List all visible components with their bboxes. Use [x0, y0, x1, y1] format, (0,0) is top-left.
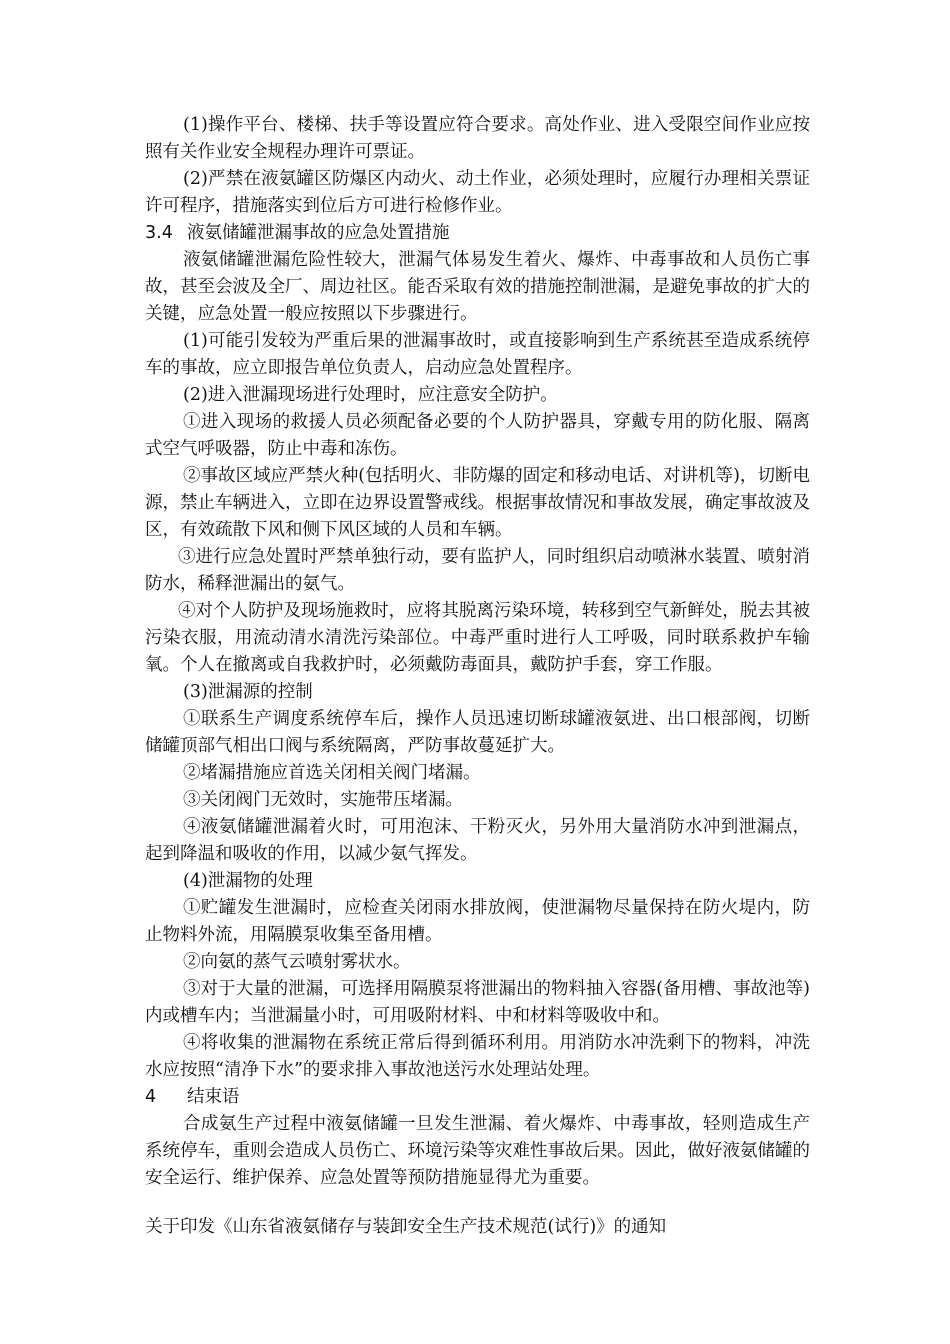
paragraph: (1)操作平台、楼梯、扶手等设置应符合要求。高处作业、进入受限空间作业应按照有关作业安全规程办理许可票证。 [145, 115, 810, 162]
paragraph: (1)可能引发较为严重后果的泄漏事故时，或直接影响到生产系统甚至造成系统停车的事故，应立即报告单位负责人，启动应急处置程序。 [145, 331, 810, 378]
section-heading-3-4 [145, 220, 810, 247]
paragraph: ④液氨储罐泄漏着火时，可用泡沫、干粉灭火，另外用大量消防水冲到泄漏点，起到降温和吸收的作用，以减少氨气挥发。 [145, 817, 810, 864]
paragraph: ③关闭阀门无效时，实施带压堵漏。 [183, 790, 463, 810]
paragraph: (4)泄漏物的处理 [183, 871, 313, 891]
paragraph: ②向氨的蒸气云喷射雾状水。 [183, 952, 411, 972]
section-title: 液氨储罐泄漏事故的应急处置措施 [187, 223, 450, 243]
section-number: 4 [145, 1087, 157, 1107]
footer-notice-title: 关于印发《山东省液氨储存与装卸安全生产技术规范(试行)》的通知 [145, 1217, 667, 1237]
paragraph: ③对于大量的泄漏，可选择用隔膜泵将泄漏出的物料抽入容器(备用槽、事故池等)内或槽车内；当泄漏量小时，可用吸附材料、中和材料等吸收中和。 [145, 979, 810, 1026]
paragraph: ①进入现场的救援人员必须配备必要的个人防护器具，穿戴专用的防化服、隔离式空气呼吸器，防止中毒和冻伤。 [145, 412, 810, 459]
paragraph: ②事故区域应严禁火种(包括明火、非防爆的固定和移动电话、对讲机等)，切断电源，禁止车辆进入，立即在边界设置警戒线。根据事故情况和事故发展，确定事故波及区，有效疏散下风和侧下风区域的人员和车辆。 [145, 466, 810, 540]
paragraph: (2)进入泄漏现场进行处理时，应注意安全防护。 [183, 385, 558, 405]
document-body [145, 112, 810, 1241]
paragraph: ④将收集的泄漏物在系统正常后得到循环利用。用消防水冲洗剩下的物料，冲洗水应按照“清净下水”的要求排入事故池送污水处理站处理。 [145, 1033, 810, 1080]
section-heading-4 [145, 1084, 810, 1111]
section-title: 结束语 [187, 1087, 240, 1107]
paragraph: (3)泄漏源的控制 [183, 682, 313, 702]
paragraph: ①联系生产调度系统停车后，操作人员迅速切断球罐液氨进、出口根部阀，切断储罐顶部气相出口阀与系统隔离，严防事故蔓延扩大。 [145, 709, 810, 756]
paragraph: ①贮罐发生泄漏时，应检查关闭雨水排放阀，使泄漏物尽量保持在防火堤内，防止物料外流，用隔膜泵收集至备用槽。 [145, 898, 810, 945]
paragraph: ②堵漏措施应首选关闭相关阀门堵漏。 [183, 763, 481, 783]
paragraph: ③进行应急处置时严禁单独行动，要有监护人，同时组织启动喷淋水装置、喷射消防水，稀释泄漏出的氨气。 [145, 547, 810, 594]
paragraph: 液氨储罐泄漏危险性较大，泄漏气体易发生着火、爆炸、中毒事故和人员伤亡事故，甚至会波及全厂、周边社区。能否采取有效的措施控制泄漏，是避免事故的扩大的关键，应急处置一般应按照以下步骤进行。 [145, 250, 810, 324]
paragraph: (2)严禁在液氨罐区防爆区内动火、动土作业，必须处理时，应履行办理相关票证许可程序，措施落实到位后方可进行检修作业。 [145, 169, 810, 216]
section-number: 3.4 [145, 223, 173, 243]
paragraph: ④对个人防护及现场施救时，应将其脱离污染环境，转移到空气新鲜处，脱去其被污染衣服，用流动清水清洗污染部位。中毒严重时进行人工呼吸，同时联系救护车输氧。个人在撤离或自我救护时，必须戴防毒面具，戴防护手套，穿工作服。 [145, 601, 810, 675]
paragraph: 合成氨生产过程中液氨储罐一旦发生泄漏、着火爆炸、中毒事故，轻则造成生产系统停车，重则会造成人员伤亡、环境污染等灾难性事故后果。因此，做好液氨储罐的安全运行、维护保养、应急处置等预防措施显得尤为重要。 [145, 1114, 810, 1188]
